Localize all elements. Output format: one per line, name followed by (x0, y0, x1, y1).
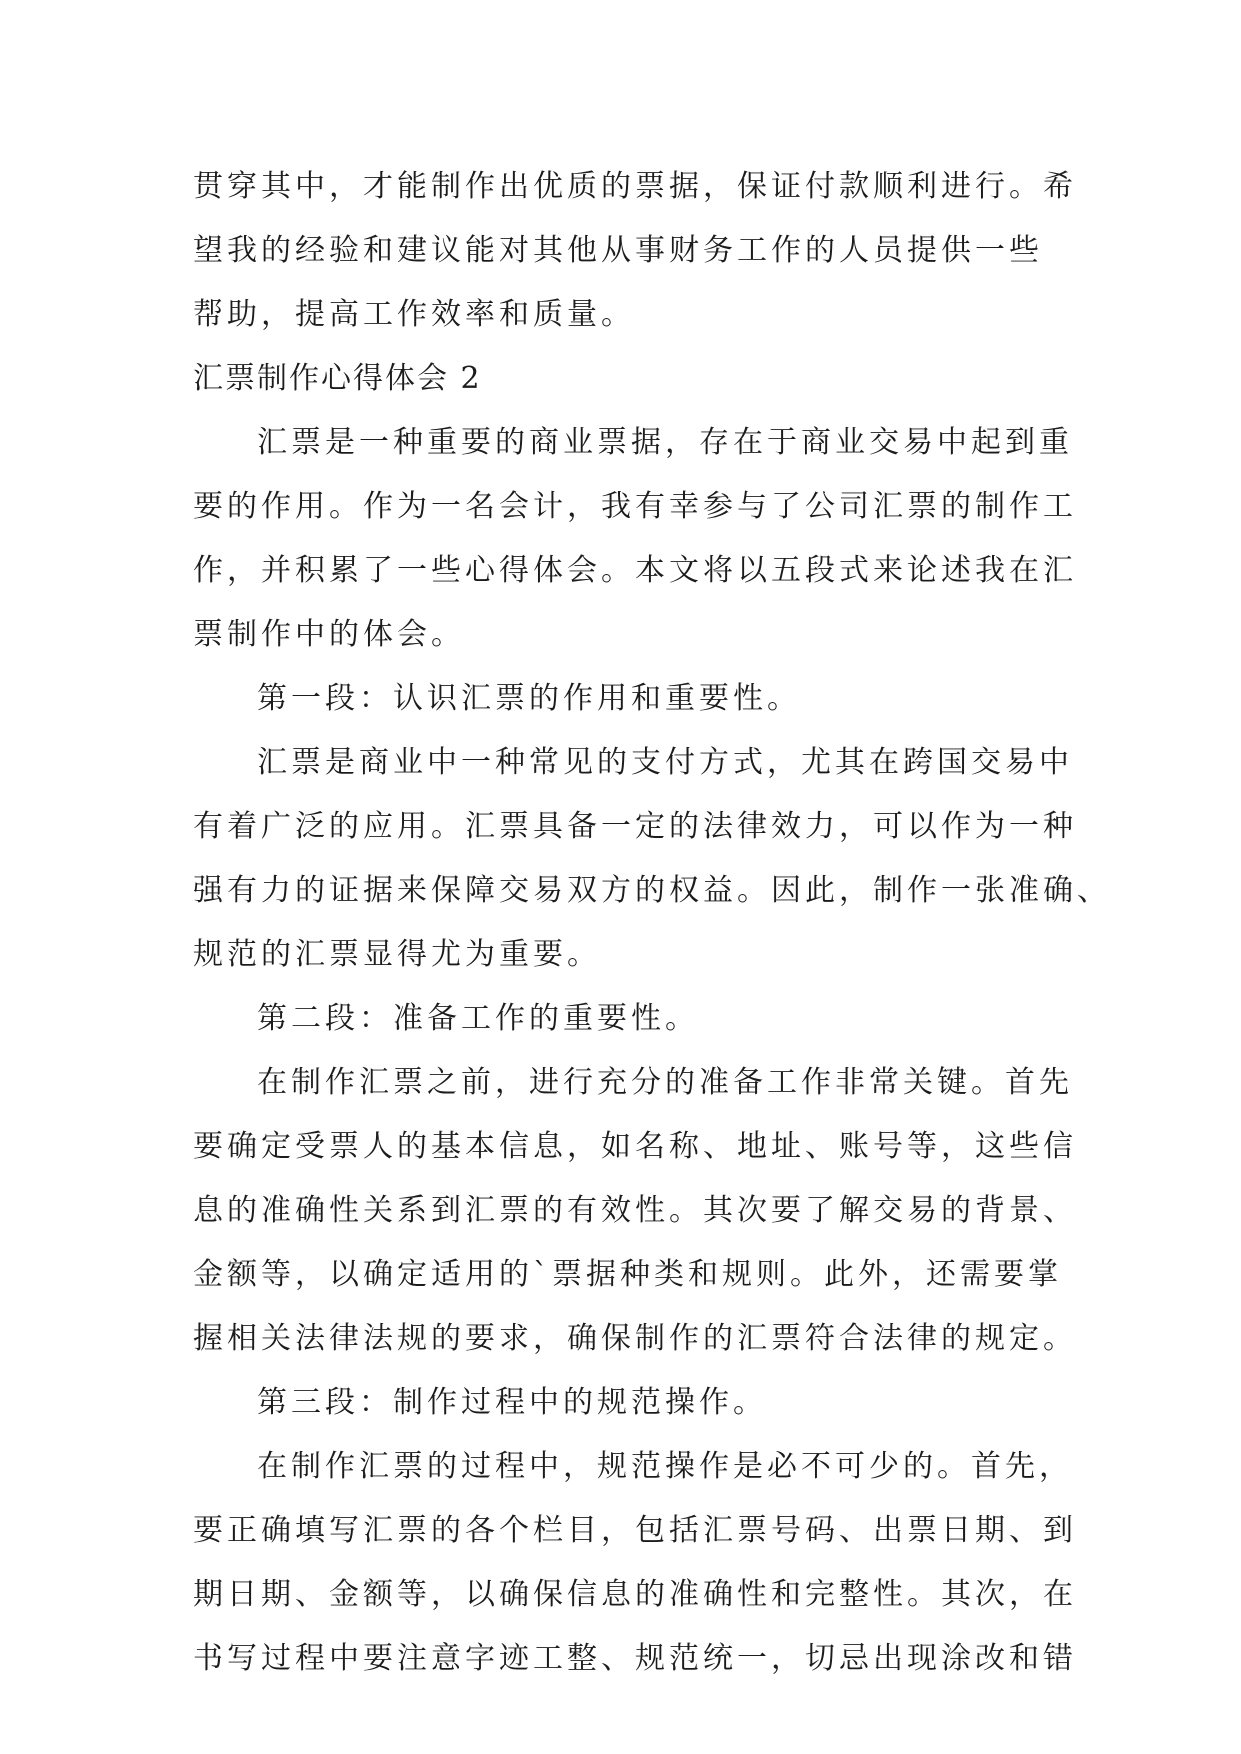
text-line: 规范的汇票显得尤为重要。 (193, 937, 601, 972)
text-line: 第二段：准备工作的重要性。 (257, 1001, 699, 1036)
section-heading: 汇票制作心得体会 2 (193, 361, 482, 396)
text-line: 作，并积累了一些心得体会。本文将以五段式来论述我在汇 (193, 553, 1077, 588)
document-page (193, 155, 1111, 1691)
text-line: 握相关法律法规的要求，确保制作的汇票符合法律的规定。 (193, 1321, 1077, 1356)
text-line: 强有力的证据来保障交易双方的权益。因此，制作一张准确、 (193, 873, 1111, 908)
text-line: 帮助，提高工作效率和质量。 (193, 297, 635, 332)
text-line: 金额等，以确定适用的`票据种类和规则。此外，还需要掌 (193, 1257, 1062, 1292)
text-line: 贯穿其中，才能制作出优质的票据，保证付款顺利进行。希 (193, 169, 1077, 204)
text-line: 期日期、金额等，以确保信息的准确性和完整性。其次，在 (193, 1577, 1077, 1612)
text-line: 书写过程中要注意字迹工整、规范统一，切忌出现涂改和错 (193, 1641, 1077, 1676)
text-line: 第一段：认识汇票的作用和重要性。 (257, 681, 801, 716)
text-line: 要的作用。作为一名会计，我有幸参与了公司汇票的制作工 (193, 489, 1077, 524)
text-line: 汇票是商业中一种常见的支付方式，尤其在跨国交易中 (257, 745, 1073, 780)
text-line: 第三段：制作过程中的规范操作。 (257, 1385, 767, 1420)
text-line: 票制作中的体会。 (193, 617, 465, 652)
text-line: 息的准确性关系到汇票的有效性。其次要了解交易的背景、 (193, 1193, 1077, 1228)
text-line: 在制作汇票的过程中，规范操作是必不可少的。首先， (257, 1449, 1073, 1484)
text-line: 有着广泛的应用。汇票具备一定的法律效力，可以作为一种 (193, 809, 1077, 844)
text-line: 在制作汇票之前，进行充分的准备工作非常关键。首先 (257, 1065, 1073, 1100)
text-line: 望我的经验和建议能对其他从事财务工作的人员提供一些 (193, 233, 1043, 268)
text-line: 要确定受票人的基本信息，如名称、地址、账号等，这些信 (193, 1129, 1077, 1164)
text-line: 要正确填写汇票的各个栏目，包括汇票号码、出票日期、到 (193, 1513, 1077, 1548)
text-line: 汇票是一种重要的商业票据，存在于商业交易中起到重 (257, 425, 1073, 460)
